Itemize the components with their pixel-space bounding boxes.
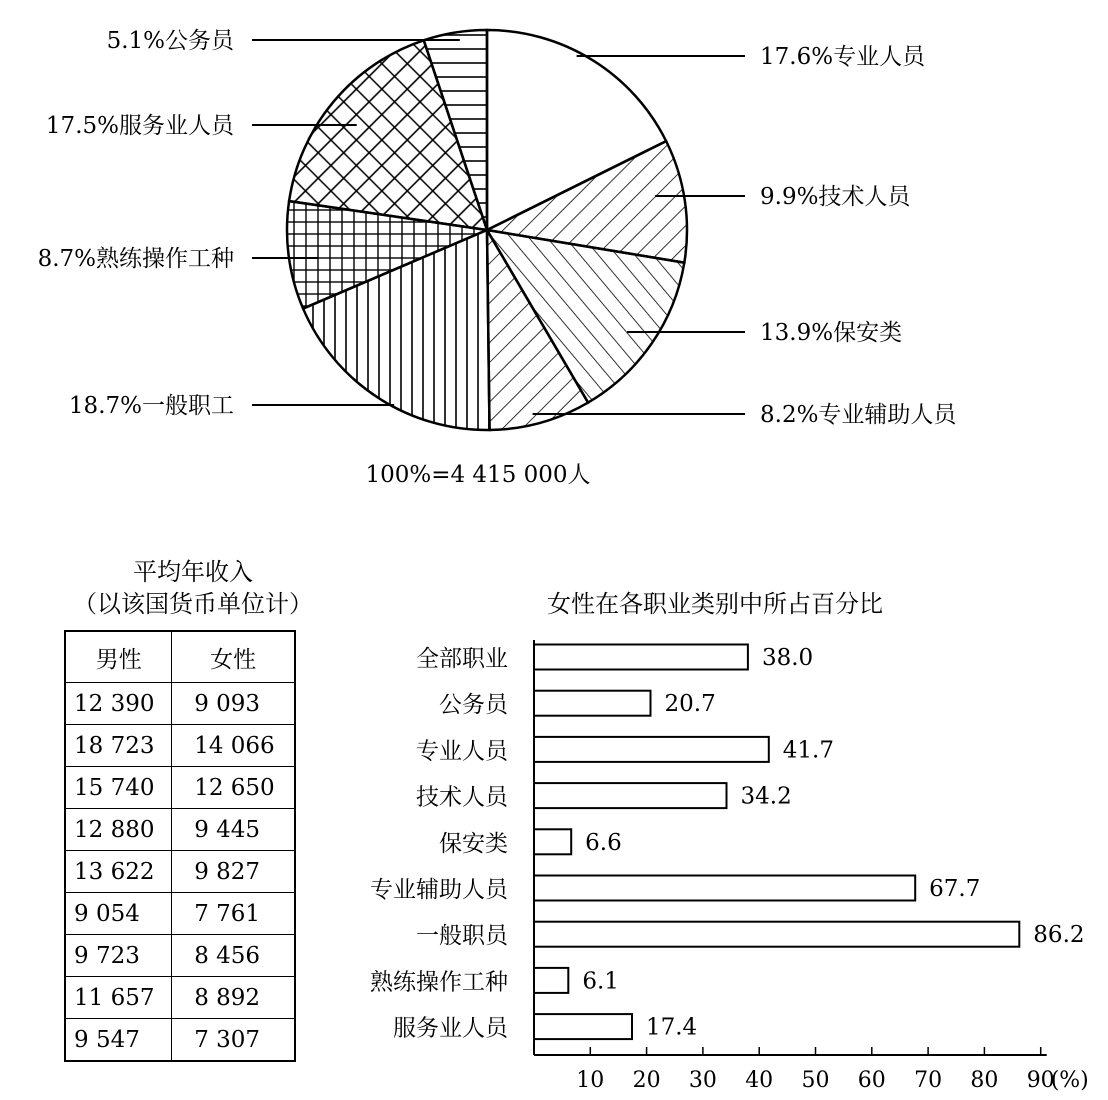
bar-chart xyxy=(370,640,1089,1093)
bar-category-label: 保安类 xyxy=(439,830,508,857)
table-row xyxy=(65,851,295,893)
table-row xyxy=(65,1019,295,1062)
female-income-cell: 14 066 xyxy=(172,725,295,767)
income-table-subtitle: （以该国货币单位计） xyxy=(73,590,313,618)
female-income-cell: 7 307 xyxy=(172,1019,295,1062)
female-income-cell: 8 456 xyxy=(172,935,295,977)
female-income-cell: 12 650 xyxy=(172,767,295,809)
pie-slice-label: 17.6%专业人员 xyxy=(760,44,926,70)
bar-value-label: 6.6 xyxy=(585,829,622,856)
pie-slice-label: 13.9%保安类 xyxy=(760,320,903,346)
table-row xyxy=(65,977,295,1019)
table-row xyxy=(65,725,295,767)
pie-slice-label: 8.2%专业辅助人员 xyxy=(760,402,957,428)
bar-category-label: 全部职业 xyxy=(416,646,508,672)
x-tick-label: 80 xyxy=(970,1068,999,1093)
table-row xyxy=(65,809,295,851)
bar-category-label: 公务员 xyxy=(439,692,508,719)
x-tick-label: 70 xyxy=(914,1068,943,1093)
bar xyxy=(534,968,568,993)
bar-value-label: 34.2 xyxy=(740,783,792,810)
x-tick-label: 40 xyxy=(745,1068,774,1093)
pie-slice-label: 5.1%公务员 xyxy=(106,28,234,54)
male-income-cell: 15 740 xyxy=(65,767,172,809)
pie-slice-label: 18.7%一般职工 xyxy=(68,393,234,419)
table-row xyxy=(65,767,295,809)
x-tick-label: 30 xyxy=(688,1068,717,1093)
bar-value-label: 86.2 xyxy=(1033,922,1085,949)
x-tick-label: 50 xyxy=(801,1068,830,1093)
bar-category-label: 一般职员 xyxy=(416,923,508,950)
bar-chart-title: 女性在各职业类别中所占百分比 xyxy=(547,590,883,618)
bar xyxy=(534,737,769,762)
male-income-cell: 9 547 xyxy=(65,1019,172,1062)
female-income-cell: 9 827 xyxy=(172,851,295,893)
income-table-title xyxy=(40,556,346,620)
bar-category-label: 熟练操作工种 xyxy=(370,969,508,996)
income-table-title-main: 平均年收入 xyxy=(133,558,253,586)
female-income-cell: 7 761 xyxy=(172,893,295,935)
bar-category-label: 服务业人员 xyxy=(393,1015,508,1042)
pie-chart xyxy=(287,30,687,430)
male-income-cell: 18 723 xyxy=(65,725,172,767)
bar-value-label: 41.7 xyxy=(782,737,834,764)
bar xyxy=(534,783,727,808)
male-income-cell: 12 390 xyxy=(65,683,172,725)
x-tick-label: 60 xyxy=(857,1068,886,1093)
bar-value-label: 17.4 xyxy=(645,1014,698,1041)
bar-category-label: 专业人员 xyxy=(416,738,508,765)
x-tick-label: 20 xyxy=(632,1068,661,1093)
male-income-cell: 9 723 xyxy=(65,935,172,977)
table-row xyxy=(65,683,295,725)
x-tick-label: 10 xyxy=(576,1068,605,1093)
female-income-cell: 9 445 xyxy=(172,809,295,851)
bar xyxy=(534,922,1019,947)
bar xyxy=(534,645,748,670)
bar-value-label: 20.7 xyxy=(664,691,716,718)
bar xyxy=(534,691,651,716)
table-header-row xyxy=(65,631,295,683)
table-row xyxy=(65,935,295,977)
income-table xyxy=(64,630,296,1062)
bar-category-label: 技术人员 xyxy=(416,784,508,811)
column-header-male: 男性 xyxy=(65,631,172,683)
bar-value-label: 67.7 xyxy=(929,876,981,902)
x-axis-unit: (%) xyxy=(1050,1068,1089,1093)
bar-value-label: 6.1 xyxy=(582,968,619,995)
female-income-cell: 9 093 xyxy=(172,683,295,725)
x-tick-label: 90 xyxy=(1026,1068,1055,1093)
pie-slice-label: 9.9%技术人员 xyxy=(760,184,911,210)
male-income-cell: 12 880 xyxy=(65,809,172,851)
pie-slice-label: 8.7%熟练操作工种 xyxy=(37,246,234,272)
male-income-cell: 11 657 xyxy=(65,977,172,1019)
income-table-wrapper xyxy=(64,630,296,1062)
male-income-cell: 13 622 xyxy=(65,851,172,893)
pie-total-label: 100%=4 415 000人 xyxy=(365,462,591,488)
male-income-cell: 9 054 xyxy=(65,893,172,935)
female-income-cell: 8 892 xyxy=(172,977,295,1019)
bar-category-label: 专业辅助人员 xyxy=(370,877,508,903)
bar xyxy=(534,829,571,854)
bar xyxy=(534,1014,632,1039)
bar-value-label: 38.0 xyxy=(761,645,814,671)
pie-slice-label: 17.5%服务业人员 xyxy=(45,113,234,139)
bar xyxy=(534,876,915,901)
table-row xyxy=(65,893,295,935)
column-header-female: 女性 xyxy=(172,631,295,683)
